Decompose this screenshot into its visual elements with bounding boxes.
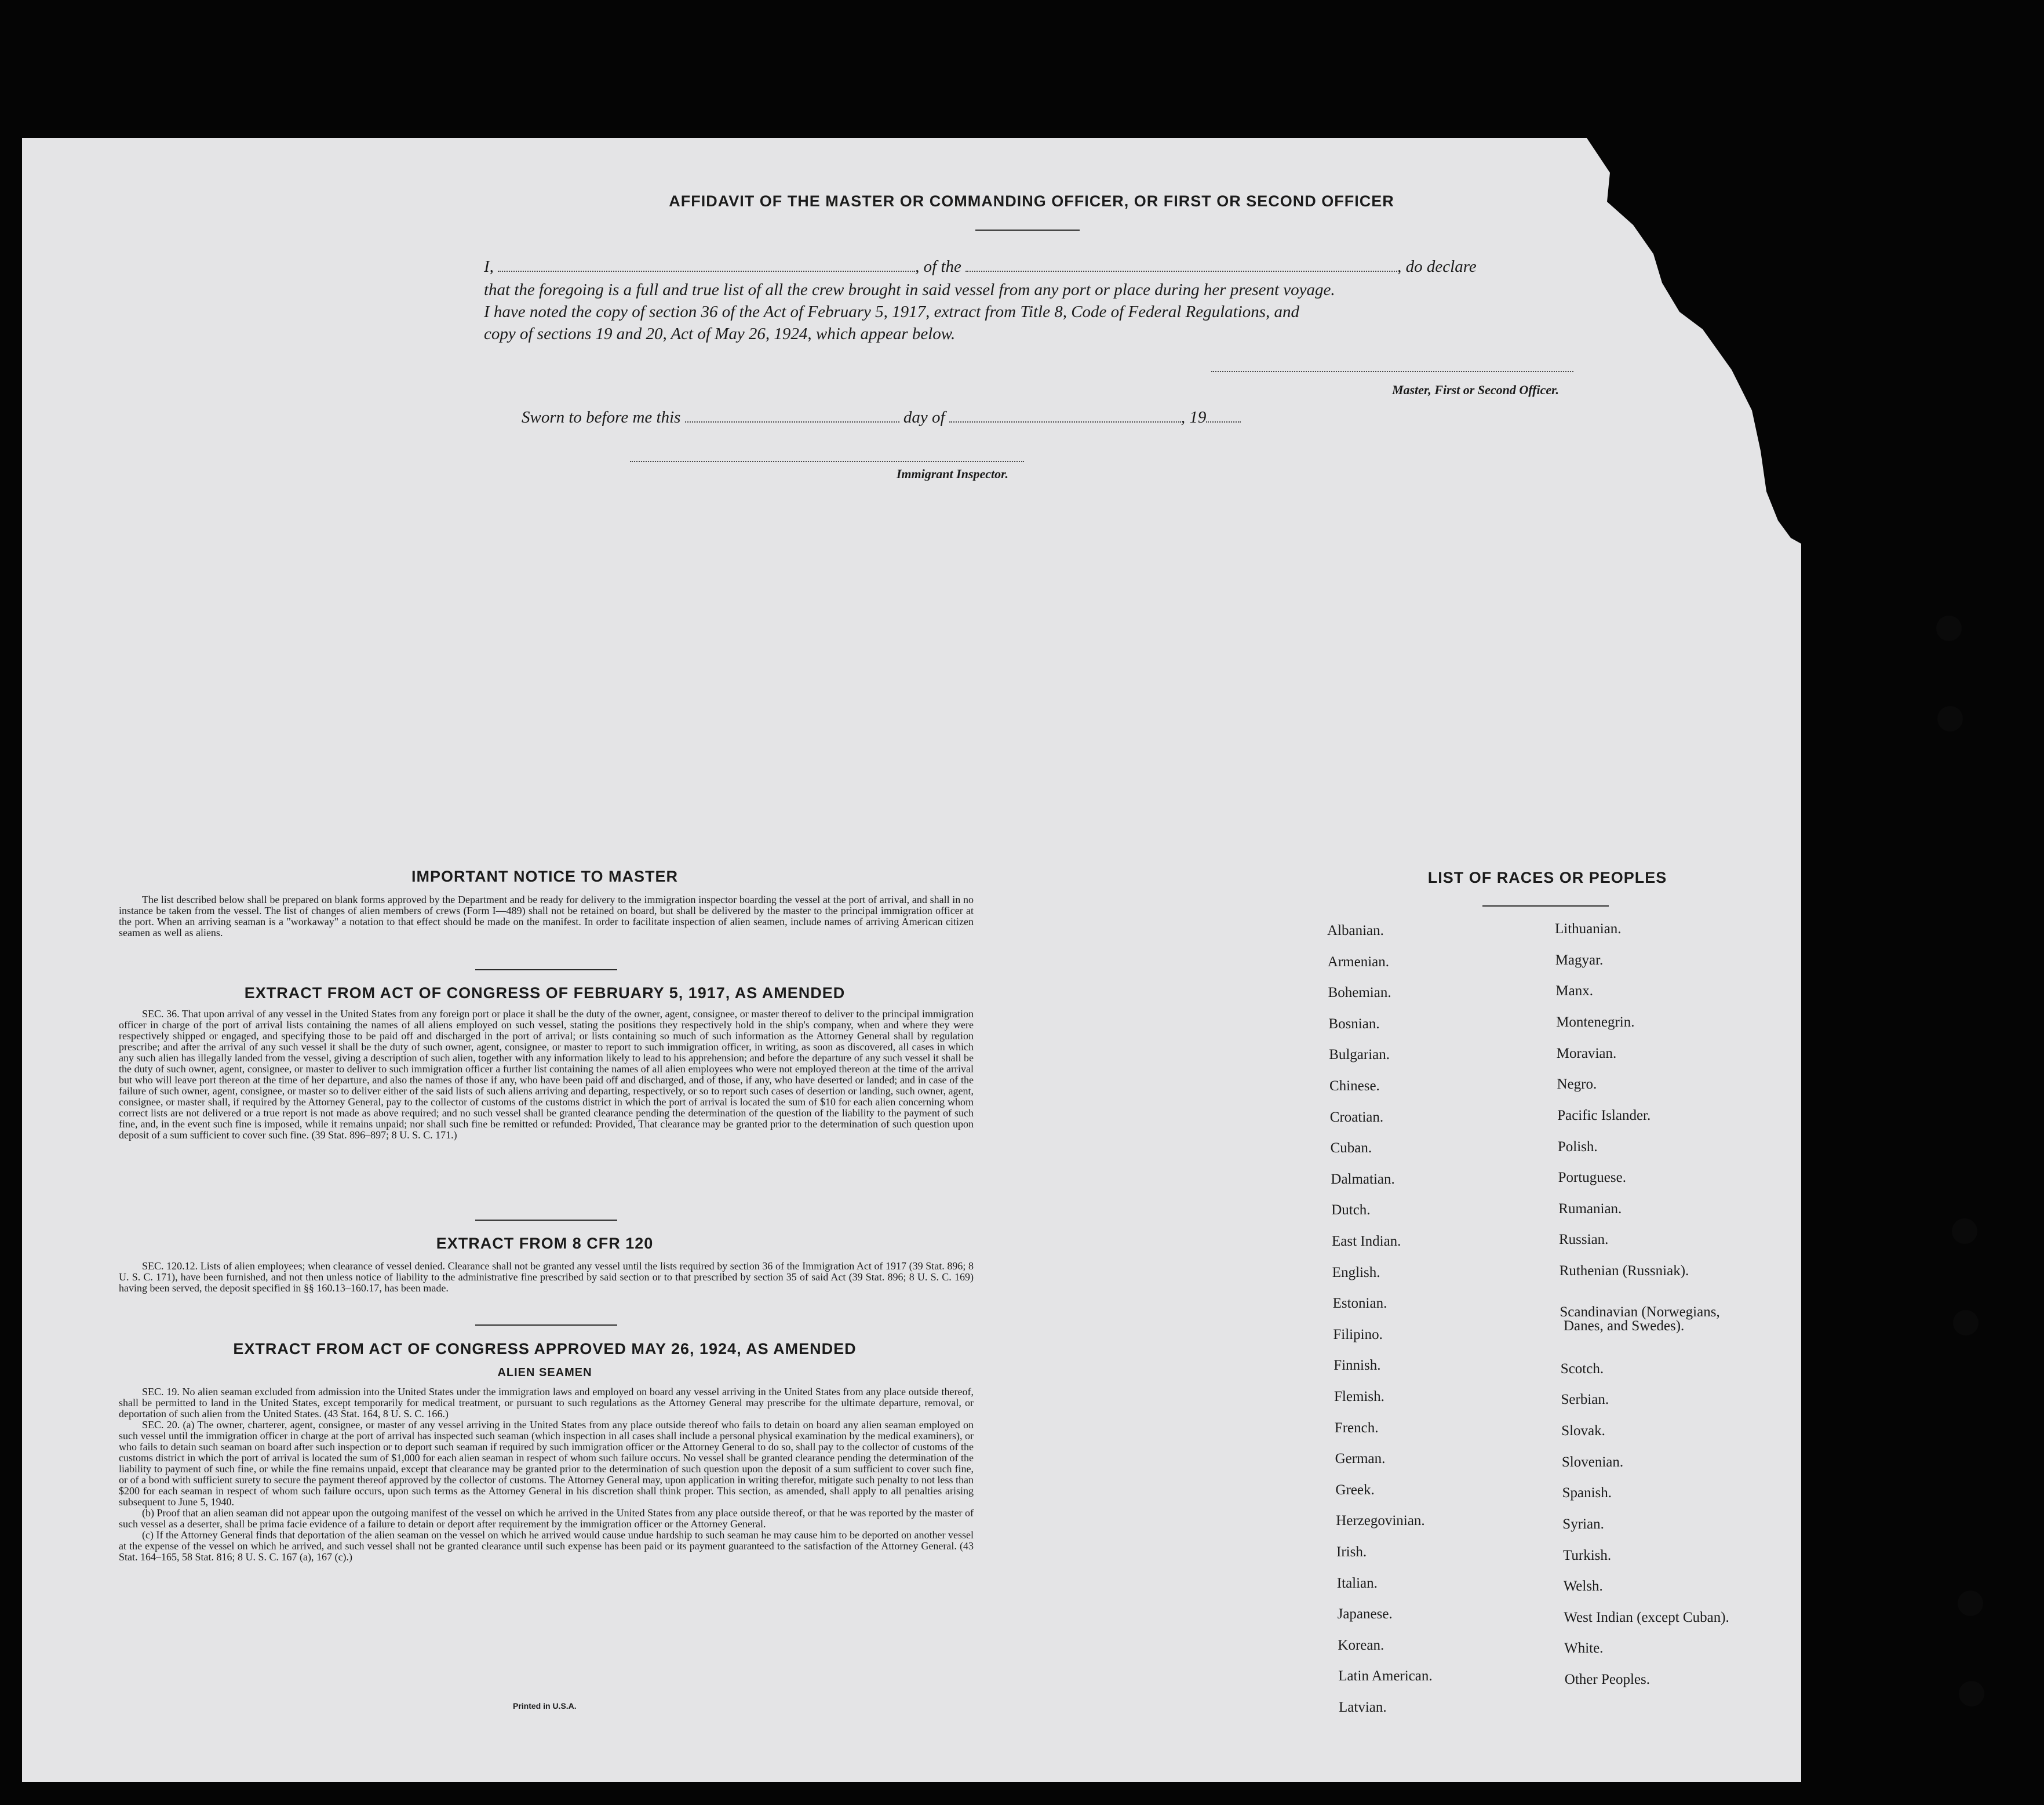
race-item: White. [1564,1640,1604,1656]
race-item: Armenian. [1327,954,1390,970]
binder-hole [1936,616,1962,641]
race-item: Bosnian. [1328,1016,1380,1032]
race-item: Cuban. [1330,1140,1372,1156]
race-item: Moravian. [1556,1046,1617,1061]
name-blank[interactable] [498,258,915,272]
race-item: Croatian. [1329,1109,1384,1125]
binder-hole [1958,1591,1983,1616]
race-item: English. [1332,1264,1380,1280]
year-blank[interactable] [1206,409,1241,423]
race-item: Slovenian. [1561,1454,1624,1470]
race-item: French. [1334,1420,1379,1436]
affidavit-line3: I have noted the copy of section 36 of the Act of February 5, 1917, extract from Title 8, Code of Federal Regulations, and [484,303,1300,321]
race-item: Magyar. [1555,952,1604,968]
race-item: Greek. [1335,1482,1375,1498]
race-item: Dutch. [1331,1202,1371,1218]
extract-1924-subtitle: ALIEN SEAMEN [497,1366,592,1379]
day-of-label: day of [903,408,945,427]
race-item: Portuguese. [1558,1170,1626,1185]
binder-hole [1952,1218,1977,1244]
extract-cfr-body: SEC. 120.12. Lists of alien employees; when clearance of vessel denied. Clearance shall not be granted any vessel until the lists required by section 36 of the Immigration Act of 1917 (39 Stat. 896; 8 U. S. C. 171), have been furnished, and not then unless notice of liability to the administrative fine prescribed by said section or to that prescribed by section 35 of said Act (39 Stat. 896; 8 U. S. C. 169) having been served, the deposit specified in §§ 160.13–160.17, has been made. [119,1260,974,1294]
race-item: German. [1335,1451,1386,1467]
of-the-label: , of the [915,257,961,276]
race-item: Irish. [1336,1544,1367,1560]
divider [975,230,1080,231]
race-item: East Indian. [1332,1233,1401,1249]
extract-1924-title: EXTRACT FROM ACT OF CONGRESS APPROVED MAY 26, 1924, AS AMENDED [233,1340,857,1358]
race-item: Welsh. [1563,1578,1603,1594]
race-item: Herzegovinian. [1336,1513,1425,1529]
extract-1924-body: SEC. 19. No alien seaman excluded from admission into the United States under the immigration laws and employed on board any vessel arriving in the United States from any place outside thereof, shall be permitted to land in the United States, except temporarily for medical treatment, or pursuant to such regulations as the Attorney General may prescribe for the ultimate departure, removal, or deportation of such alien from the United States. (43 Stat. 164, 8 U. S. C. 166.) SEC. 20. (a) The owner, charterer, agent, consignee, or master of any vessel arriving in the United States from any place outside thereof who fails to detain on board any alien seaman employed on such vessel until the immigration officer in charge at the port of arrival has inspected such seaman (which inspection in all cases shall include a personal physical examination by the medical examiners), or who fails to detain such seaman on board after such inspection or to deport such seaman if required by such immigration officer or the Attorney General to do so, shall pay to the collector of customs of the customs district in which the port of arrival is located the sum of $1,000 for each alien seaman in respect of whom such failure occurs. No vessel shall be granted clearance pending the determination of the liability to payment of such fine, or while the fine remains unpaid, except that clearance may be granted prior to the determination of such question upon the deposit of a sum sufficient to cover such fine, or of a bond with sufficient surety to secure the payment thereof approved by the collector of customs. The Attorney General may, upon application in writing therefor, mitigate such penalty to not less than $200 for each seaman in respect of whom such failure occurs, upon such terms as the Attorney General in his discretion shall think proper. This section, as amended, shall apply to all penalties arising subsequent to June 5, 1940. (b) Proof that an alien seaman did not appear upon the outgoing manifest of the vessel on which he arrived in the United States from any place outside thereof, or that he was reported by the master of such vessel as a deserter, shall be prima facie evidence of a failure to detain or deport after requirement by the immigration officer or the Attorney General. (c) If the Attorney General finds that deportation of the alien seaman on the vessel on which he arrived would cause undue hardship to such seaman he may cause him to be deported on another vessel at the expense of the vessel on which he arrived, and such vessel shall not be granted clearance until such expense has been paid or its payment guaranteed to the satisfaction of the Attorney General. (43 Stat. 164–165, 58 Stat. 816; 8 U. S. C. 167 (a), 167 (c).) [119,1386,974,1563]
race-item: West Indian (except Cuban). [1564,1610,1729,1625]
race-item: Other Peoples. [1564,1672,1650,1687]
race-item: Serbian. [1561,1392,1609,1407]
extract-1917-body: SEC. 36. That upon arrival of any vessel in the United States from any foreign port or place it shall be the duty of the owner, agent, consignee, or master thereof to deliver to the principal immigration officer in charge of the port of arrival lists containing the names of all aliens employed on such vessel, stating the positions they respectively hold in the ship's company, when and where they were respectively shipped or engaged, and specifying those to be paid off and discharged in the port of arrival; or lists containing so much of such information as the Attorney General shall by regulation prescribe; and after the arrival of any such vessel it shall be the duty of such owner, agent, consignee, or master to report to such immigration officer, in writing, as soon as discovered, all cases in which any such alien has illegally landed from the vessel, giving a description of such alien, together with any information likely to lead to his apprehension; and before the departure of any such vessel it shall be the duty of such owner, agent, consignee, or master to deliver to such immigration officer a further list containing the names of all alien employees who were not employed thereon at the time of the arrival but who will leave port thereon at the time of her departure, and also the names of those if any, who have been paid off and discharged, and of those, if any, who have deserted or landed; and in case of the failure of such owner, agent, consignee, or master so to deliver either of the said lists of such aliens arriving and departing, respectively, or so to report such cases of desertion or landing, such owner, agent, consignee, or master shall, if required by the Attorney General, pay to the collector of customs of the customs district in which the port of arrival is located the sum of $10 for each alien concerning whom correct lists are not delivered or a true report is not made as above required; and no such vessel shall be granted clearance pending the determination of the question of the liability to the payment of such fine, and, in the event such fine is imposed, while it remains unpaid; nor shall such fine be remitted or refunded: Provided, That clearance may be granted prior to the determination of such question upon deposit of a sum sufficient to cover such fine. (39 Stat. 896–897; 8 U. S. C. 171.) [119,1008,974,1141]
day-blank[interactable] [685,409,899,423]
race-item: Finnish. [1333,1358,1381,1374]
affidavit-title: AFFIDAVIT OF THE MASTER OR COMMANDING OFFICER, OR FIRST OR SECOND OFFICER [669,192,1394,210]
race-item: Scotch. [1560,1361,1604,1377]
year-label: , 19 [1181,408,1207,427]
races-title: LIST OF RACES OR PEOPLES [1427,869,1667,886]
sworn-line [522,406,1391,429]
race-item: Flemish. [1334,1389,1384,1404]
notice-body: The list described below shall be prepared on blank forms approved by the Department and be ready for delivery to the immigration inspector boarding the vessel at the port of arrival, and shall in no instance be taken from the vessel. The list of changes of alien members of crews (Form I—489) shall not be retained on board, but shall be delivered by the master to the principal immigration officer at the port. When an arriving seaman is a "workaway" a notation to that effect should be made on the manifest. In order to facilitate inspection of alien seamen, include names of arriving American citizen seamen as well as aliens. [119,894,974,938]
race-item: Spanish. [1562,1485,1612,1501]
affidavit-line2: that the foregoing is a full and true list of all the crew brought in said vessel from any port or place during her present voyage. [484,281,1335,299]
race-item: Albanian. [1327,923,1384,938]
race-item: Korean. [1338,1637,1384,1653]
race-item: Scandinavian (Norwegians, [1560,1304,1720,1320]
printed-in-usa: Printed in U.S.A. [513,1701,577,1711]
race-item: Bohemian. [1328,985,1391,1001]
extract-cfr-title: EXTRACT FROM 8 CFR 120 [436,1235,654,1252]
month-blank[interactable] [949,409,1181,423]
race-item: Latin American. [1338,1668,1433,1684]
divider [475,1220,617,1221]
race-item: Slovak. [1561,1423,1605,1439]
binder-hole [1937,706,1963,732]
i-label: I, [484,257,494,276]
master-signature-line[interactable] [1211,371,1573,372]
divider [1482,905,1609,907]
inspector-signature-line[interactable] [630,461,1024,462]
race-item: Turkish. [1563,1548,1612,1563]
race-item: Russian. [1559,1232,1609,1247]
race-item: Syrian. [1562,1516,1604,1532]
race-item: Dalmatian. [1331,1171,1395,1187]
extract-1917-title: EXTRACT FROM ACT OF CONGRESS OF FEBRUARY 5, 1917, AS AMENDED [244,984,846,1002]
race-item: Lithuanian. [1555,921,1622,937]
race-item: Japanese. [1337,1606,1393,1622]
race-item: Manx. [1555,983,1593,999]
affidavit-line4: copy of sections 19 and 20, Act of May 26, 1924, which appear below. [484,325,956,343]
divider [475,969,617,970]
vessel-blank[interactable] [965,258,1397,272]
race-item: Chinese. [1329,1078,1380,1094]
affidavit-line1 [484,255,1620,278]
race-item: Filipino. [1333,1326,1383,1342]
race-item: Danes, and Swedes). [1564,1318,1685,1334]
race-item: Latvian. [1339,1700,1387,1715]
race-item: Italian. [1336,1575,1378,1591]
notice-title: IMPORTANT NOTICE TO MASTER [411,868,678,885]
race-item: Ruthenian (Russniak). [1559,1263,1689,1279]
do-declare-label: , do declare [1397,257,1477,276]
master-caption: Master, First or Second Officer. [1391,383,1559,397]
inspector-caption: Immigrant Inspector. [896,467,1008,481]
race-item: Negro. [1557,1076,1597,1092]
binder-hole [1959,1681,1984,1706]
race-item: Estonian. [1332,1295,1387,1312]
binder-hole [1953,1310,1979,1335]
race-item: Polish. [1557,1139,1598,1155]
race-item: Pacific Islander. [1557,1108,1651,1123]
race-item: Bulgarian. [1329,1047,1390,1063]
divider [475,1324,617,1326]
race-item: Montenegrin. [1556,1014,1635,1030]
race-item: Rumanian. [1558,1201,1622,1217]
sworn-label: Sworn to before me this [522,408,681,427]
